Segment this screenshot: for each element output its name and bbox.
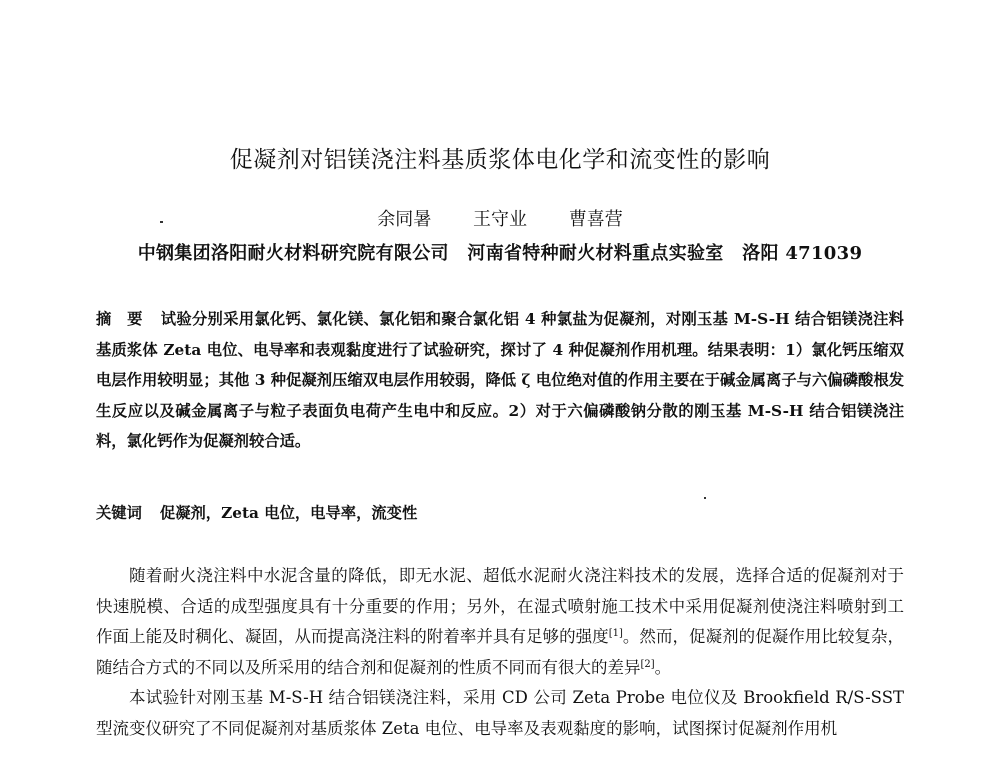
abstract-text: 试验分别采用氯化钙、氯化镁、氯化铝和聚合氯化铝 4 种氯盐为促凝剂，对刚玉基 M-S-H 结合铝镁浇注料基质浆体 Zeta 电位、电导率和表观黏度进行了试验研究，探讨了 4 种促凝剂作用机理。结果表明：1）氯化钙压缩双电层作用较明显；其他 3 种促凝剂压缩双电层作用较弱，降低 ζ 电位绝对值的作用主要在于碱金属离子与六偏磷酸根发生反应以及碱金属离子与粒子表面负电荷产生电中和反应。2）对于六偏磷酸钠分散的刚玉基 M-S-H 结合铝镁浇注料，氯化钙作为促凝剂较合适。 bbox=[96, 310, 904, 450]
abstract-block bbox=[96, 304, 904, 457]
paragraph-text: 。然而，促凝剂的促凝作用比较复杂，随结合方式的不同以及所采用的结合剂和促凝剂的性质不同而有很大的差异 bbox=[96, 627, 905, 677]
affiliation-city: 洛阳 471039 bbox=[742, 243, 863, 264]
paper-title: 促凝剂对铝镁浇注料基质浆体电化学和流变性的影响 bbox=[229, 147, 771, 173]
author-name: 曹喜营 bbox=[568, 209, 623, 230]
affiliation-line bbox=[0, 239, 1000, 265]
body-paragraph-2: 本试验针对刚玉基 M-S-H 结合铝镁浇注料，采用 CD 公司 Zeta Probe 电位仪及 Brookfield R/S-SST 型流变仪研究了不同促凝剂对基质浆体 Zeta 电位、电导率及表观黏度的影响，试图探讨促凝剂作用机 bbox=[96, 688, 904, 738]
citation-ref: [1] bbox=[608, 628, 623, 639]
scan-speck bbox=[704, 497, 706, 499]
citation-ref: [2] bbox=[640, 658, 655, 670]
affiliation-lab: 河南省特种耐火材料重点实验室 bbox=[467, 243, 724, 264]
affiliation-institute: 中钢集团洛阳耐火材料研究院有限公司 bbox=[137, 243, 449, 264]
keywords-text: 促凝剂，Zeta 电位，电导率，流变性 bbox=[159, 504, 418, 522]
paragraph-text: 随着耐火浇注料中水泥含量的降低，即无水泥、超低水泥耐火浇注料技术的发展，选择合适的促凝剂对于快速脱模、合适的成型强度具有十分重要的作用；另外，在湿式喷射施工技术中采用促凝剂使浇注料喷射到工作面上能及时稠化、凝固，从而提高浇注料的附着率并具有足够的强度 bbox=[96, 566, 904, 646]
author-name: 王守业 bbox=[473, 209, 527, 230]
keywords-block bbox=[96, 501, 904, 523]
paragraph-text: 。 bbox=[654, 657, 672, 677]
author-name: 余同暑 bbox=[377, 209, 432, 230]
body-paragraph-1 bbox=[96, 561, 904, 683]
keywords-label: 关键词 bbox=[96, 504, 142, 522]
abstract-label: 摘 要 bbox=[96, 310, 143, 328]
author-list bbox=[0, 205, 1000, 231]
body-text bbox=[96, 561, 904, 744]
